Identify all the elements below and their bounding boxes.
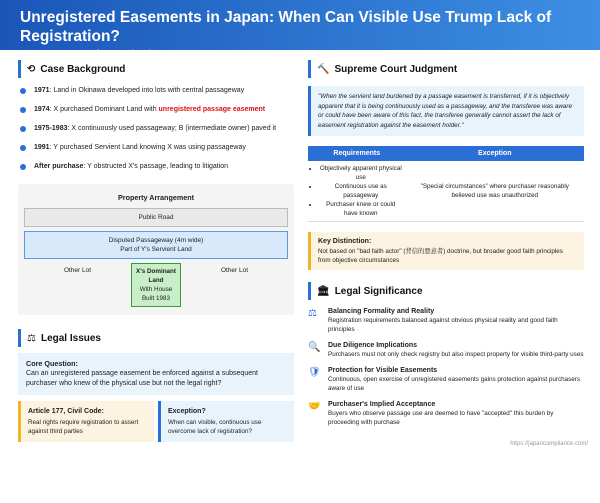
right-column <box>308 60 584 427</box>
page-title: Unregistered Easements in Japan: When Can Visible Use Trump Lack of Registration? <box>20 9 552 45</box>
exception-cell: "Special circumstances" where purchaser reasonably believed use was unauthorized <box>406 161 584 222</box>
public-road: Public Road <box>24 208 288 227</box>
balance-icon: ⚖ <box>308 308 317 319</box>
search-icon: 🔍 <box>308 342 321 353</box>
other-lot-right: Other Lot <box>220 267 249 274</box>
timeline-text: : Y purchased Servient Land knowing X was using passageway <box>49 144 246 151</box>
handshake-icon: 🤝 <box>308 401 321 412</box>
timeline-item <box>18 124 294 134</box>
significance-item <box>308 308 584 334</box>
dominant-land-label: X's Dominant Land <box>136 268 176 284</box>
timeline-date: 1971 <box>34 87 50 94</box>
requirements-cell <box>308 161 406 222</box>
timeline-item <box>18 86 294 96</box>
judgment-heading <box>308 60 584 78</box>
exception-box <box>158 401 294 442</box>
scales-icon: ⚖ <box>27 332 36 344</box>
case-background-heading <box>18 60 294 78</box>
property-diagram <box>18 184 294 315</box>
header <box>0 0 600 60</box>
article-title: Article 177, Civil Code: <box>28 408 104 415</box>
passage-sublabel: Part of Y's Servient Land <box>120 246 192 253</box>
timeline-item <box>18 143 294 153</box>
timeline-text: : Y obstructed X's passage, leading to litigation <box>83 163 229 170</box>
page-subtitle: Supreme Court of Japan | February 13, 1998 <box>20 49 219 60</box>
col-exception: Exception <box>406 146 584 161</box>
requirement-item: • Purchaser knew or could have known <box>319 200 403 218</box>
significance-item-text: Continuous, open exercise of unregistered easements gains protection against purchasers aware of use <box>328 376 581 392</box>
significance-item <box>308 401 584 427</box>
timeline-dot <box>20 126 26 132</box>
exception-title: Exception? <box>168 408 206 415</box>
significance-item-title: Purchaser's Implied Acceptance <box>328 401 436 408</box>
timeline-text: : X purchased Dominant Land with <box>49 106 159 113</box>
core-question-title: Core Question: <box>26 359 78 368</box>
timeline-dot <box>20 145 26 151</box>
significance-item <box>308 342 584 359</box>
timeline-dot <box>20 164 26 170</box>
timeline-dot <box>20 107 26 113</box>
timeline-date: 1991 <box>34 144 50 151</box>
passage-label: Disputed Passageway (4m wide) <box>108 237 204 244</box>
dominant-land <box>131 263 181 307</box>
significance-item <box>308 367 584 393</box>
significance-item-title: Protection for Visible Easements <box>328 367 438 374</box>
significance-item-text: Buyers who observe passage use are deemed to have "accepted" this burden by proceeding with purchase <box>328 410 554 426</box>
timeline-date: After purchase <box>34 163 84 170</box>
dominant-land-sublabel: With House Built 1983 <box>139 286 173 302</box>
article-text: Real rights require registration to assert against third parties <box>28 419 139 435</box>
exception-text: When can visible, continuous use overcome lack of registration? <box>168 419 262 435</box>
significance-title: Legal Significance <box>334 285 423 297</box>
footer-url: https://japancompliance.com/ <box>510 441 588 447</box>
timeline-highlight: unregistered passage easement <box>158 106 266 113</box>
core-question-text: Can an unregistered passage easement be enforced against a subsequent purchaser who knew of the physical use but not the legal right? <box>26 370 258 387</box>
significance-item-text: Registration requirements balanced against obvious physical reality and good faith principles <box>328 317 558 333</box>
timeline-item <box>18 162 294 172</box>
requirements-table <box>308 146 584 222</box>
disputed-passageway <box>24 231 288 259</box>
significance-item-title: Due Diligence Implications <box>328 342 418 349</box>
timeline-text: : Land in Okinawa developed into lots with central passageway <box>49 87 245 94</box>
judgment-quote: "When the servient land burdened by a passage easement is transferred, if it is objectively apparent that it is being continuously used as a passageway, and the transferee was aware or could have been aware of this fact, the transferee generally cannot assert the lack of easement registration against the easement holder." <box>308 86 584 136</box>
issues-pair <box>18 401 294 442</box>
timeline-dot <box>20 88 26 94</box>
legal-significance-section <box>308 282 584 427</box>
key-distinction-text: Not based on "bad faith actor" (背信的悪意者) doctrine, but broader good faith principles from objective circumstances <box>318 248 563 264</box>
timeline-text: : X continuously used passageway; B (intermediate owner) paved it <box>67 125 277 132</box>
significance-item-text: Purchasers must not only check registry but also inspect property for visible third-party uses <box>328 351 584 358</box>
timeline-date: 1974 <box>34 106 50 113</box>
timeline <box>18 86 294 172</box>
case-background-title: Case Background <box>40 63 126 75</box>
key-distinction-title: Key Distinction: <box>318 238 372 245</box>
timeline-item <box>18 105 294 115</box>
requirement-item: • Objectively apparent physical use <box>319 164 403 182</box>
timeline-date: 1975-1983 <box>34 125 68 132</box>
gavel-icon: 🔨 <box>317 63 330 75</box>
legal-issues-heading <box>18 329 294 347</box>
legal-issues-title: Legal Issues <box>40 332 101 344</box>
other-lot-left: Other Lot <box>63 267 92 274</box>
legal-issues-section <box>18 329 294 442</box>
core-question-box <box>18 353 294 395</box>
diagram-title: Property Arrangement <box>117 193 195 202</box>
shield-icon: 🛡 <box>308 367 321 378</box>
requirement-item: • Continuous use as passageway <box>319 182 403 200</box>
significance-heading <box>308 282 584 300</box>
left-column <box>18 60 294 442</box>
history-icon: ⟲ <box>27 63 36 75</box>
significance-item-title: Balancing Formality and Reality <box>328 308 435 315</box>
col-requirements: Requirements <box>308 146 406 161</box>
table-row <box>308 161 584 222</box>
institution-icon: 🏛 <box>317 285 330 297</box>
lots-row <box>24 263 288 307</box>
article-box <box>18 401 154 442</box>
judgment-title: Supreme Court Judgment <box>334 63 458 75</box>
key-distinction-box <box>308 232 584 270</box>
